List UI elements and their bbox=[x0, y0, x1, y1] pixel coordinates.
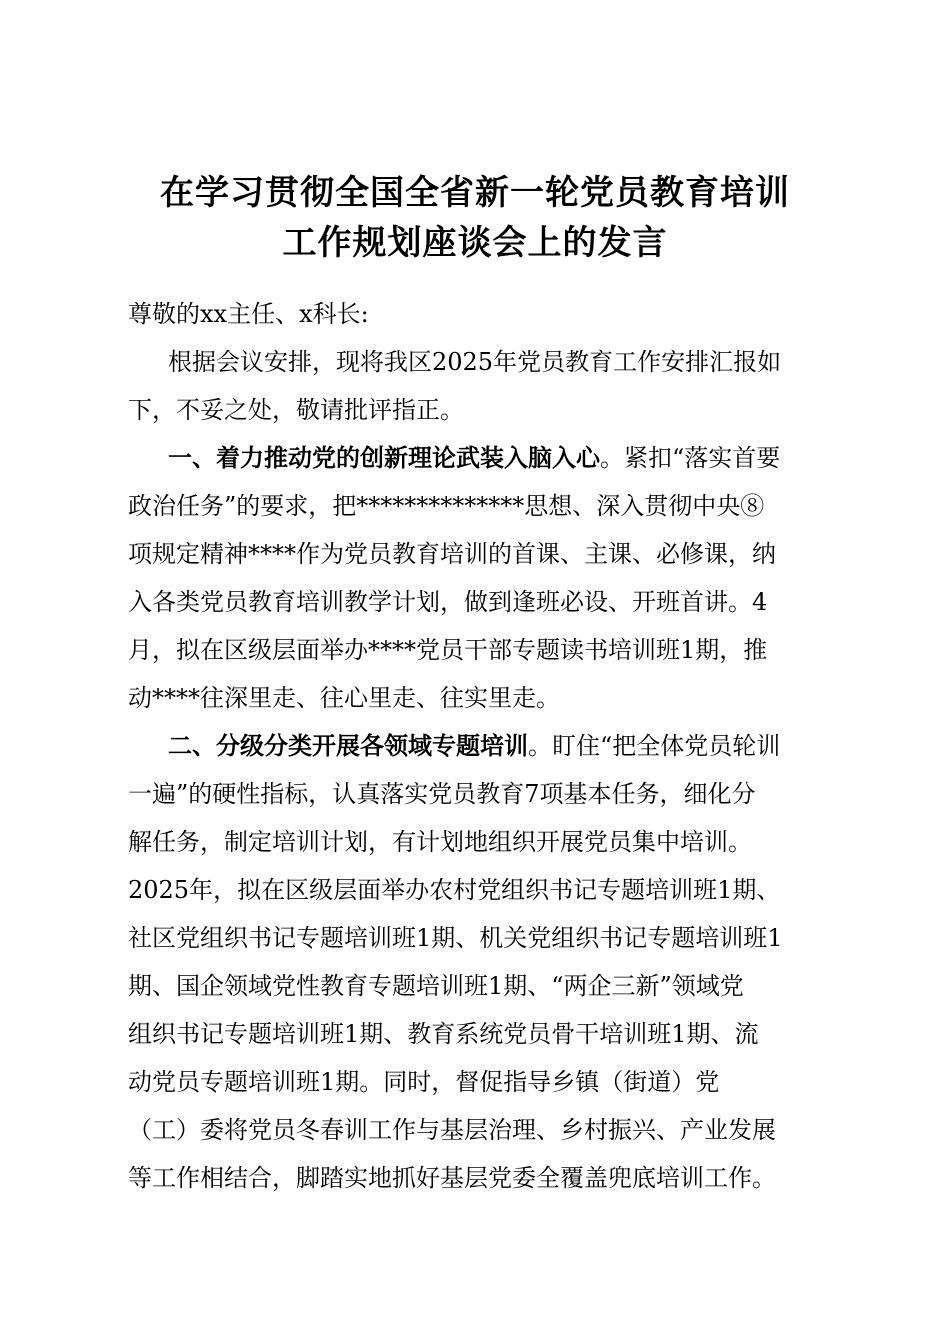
section1-line: 项规定精神****作为党员教育培训的首课、主课、必修课，纳 bbox=[128, 540, 776, 568]
document-title-line-2: 工作规划座谈会上的发言 bbox=[282, 223, 668, 263]
section2-first-line bbox=[168, 722, 780, 770]
section2-line: 解任务，制定培训计划，有计划地组织开展党员集中培训。 bbox=[128, 828, 752, 856]
section1-first-line bbox=[168, 434, 780, 482]
section2-heading: 二、分级分类开展各领域专题培训 bbox=[168, 732, 528, 760]
section1-line: 月，拟在区级层面举办****党员干部专题读书培训班1期，推 bbox=[128, 636, 768, 664]
intro-line: 根据会议安排，现将我区2025年党员教育工作安排汇报如 bbox=[168, 348, 782, 376]
salutation: 尊敬的xx主任、x科长: bbox=[128, 300, 369, 328]
section1-heading: 一、着力推动党的创新理论武装入脑入心 bbox=[168, 444, 600, 472]
section2-line: （工）委将党员冬春训工作与基层治理、乡村振兴、产业发展 bbox=[128, 1116, 776, 1144]
section2-line: 动党员专题培训班1期。同时，督促指导乡镇（街道）党 bbox=[128, 1068, 720, 1096]
section2-text: 。盯住“把全体党员轮训 bbox=[528, 732, 781, 760]
section2-line: 期、国企领域党性教育专题培训班1期、“两企三新”领域党 bbox=[128, 972, 744, 1000]
section2-line: 等工作相结合，脚踏实地抓好基层党委全覆盖兜底培训工作。 bbox=[128, 1164, 776, 1192]
document-title-line-1: 在学习贯彻全国全省新一轮党员教育培训 bbox=[160, 173, 790, 213]
section2-line: 社区党组织书记专题培训班1期、机关党组织书记专题培训班1 bbox=[128, 924, 783, 952]
section2-line: 一遍”的硬性指标，认真落实党员教育7项基本任务，细化分 bbox=[128, 780, 756, 808]
section1-line: 政治任务”的要求，把**************思想、深入贯彻中央⑧ bbox=[128, 492, 765, 520]
section2-line: 2025年，拟在区级层面举办农村党组织书记专题培训班1期、 bbox=[128, 876, 781, 904]
section1-line: 动****往深里走、往心里走、往实里走。 bbox=[128, 684, 560, 712]
section2-line: 组织书记专题培训班1期、教育系统党员骨干培训班1期、流 bbox=[128, 1020, 759, 1048]
intro-line: 下，不妥之处，敬请批评指正。 bbox=[128, 396, 464, 424]
section1-text: 。紧扣“落实首要 bbox=[600, 444, 781, 472]
section1-line: 入各类党员教育培训教学计划，做到逢班必设、开班首讲。4 bbox=[128, 588, 768, 616]
